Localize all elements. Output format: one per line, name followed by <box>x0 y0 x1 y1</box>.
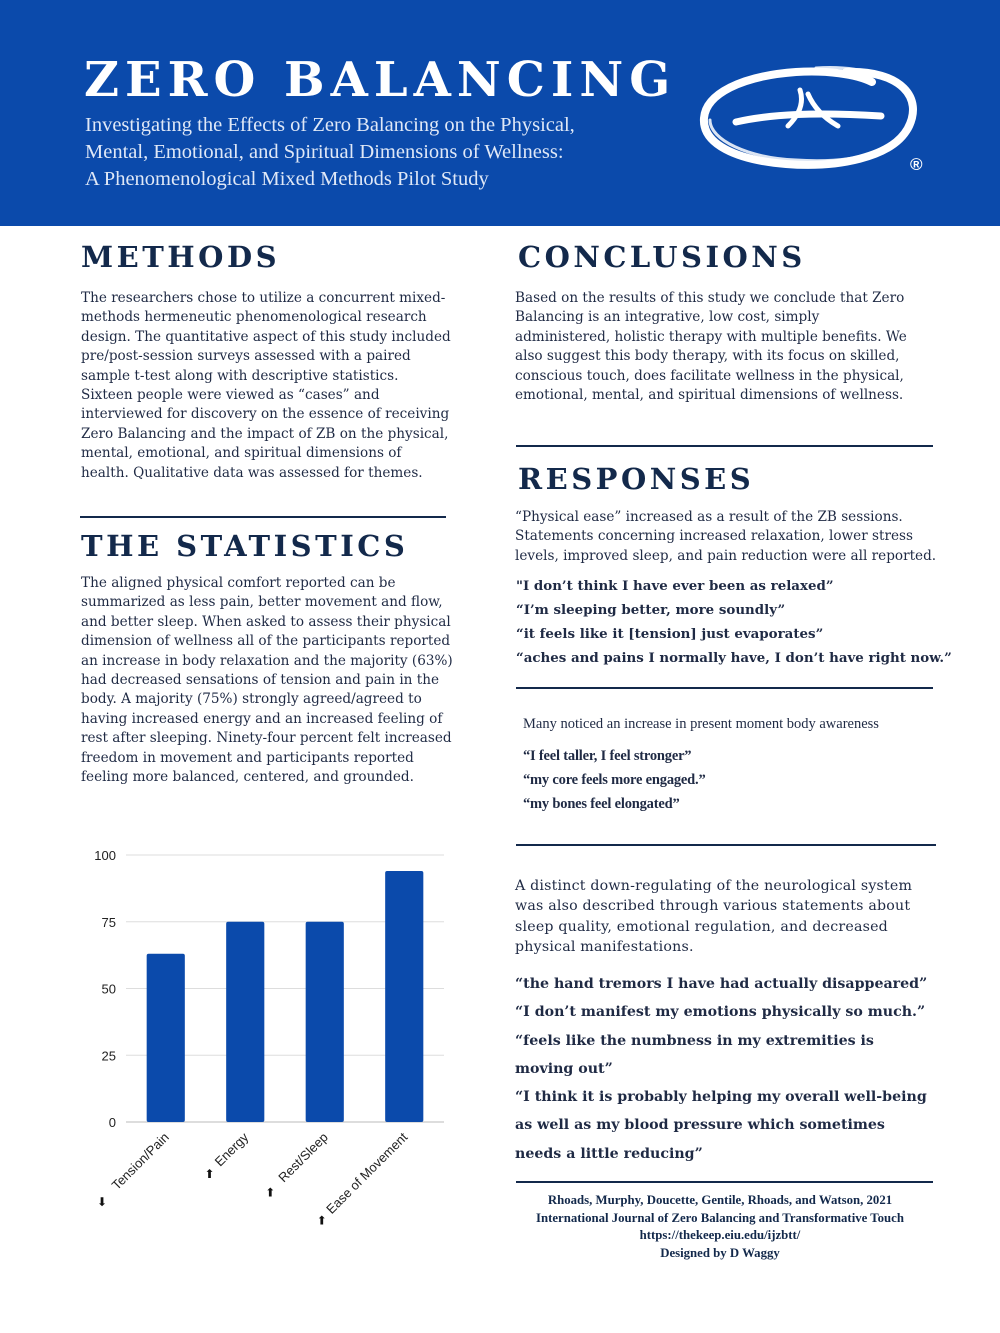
y-tick-label: 50 <box>101 981 116 997</box>
statistics-bar-chart <box>60 838 460 1238</box>
conclusions-heading: CONCLUSIONS <box>518 240 806 274</box>
divider <box>516 687 933 689</box>
brush-circle-icon <box>704 67 914 164</box>
divider <box>80 516 446 518</box>
y-tick-label: 100 <box>94 848 116 863</box>
quote: “aches and pains I normally have, I don’t have right now.” <box>516 650 952 666</box>
zero-balancing-logo <box>696 60 932 180</box>
methods-body: The researchers chose to utilize a concurrent mixed-methods hermeneutic phenomenological research design. The quantitative aspect of this study included pre/post-session surveys assessed with a paired sample t-test along with descriptive statistics. Sixteen people were viewed as “cases” and interviewed for discovery on the essence of receiving Zero Balancing and the impact of ZB on the physical, mental, emotional, and spiritual dimensions of health. Qualitative data was assessed for themes. <box>81 290 451 481</box>
methods-heading: METHODS <box>81 240 281 274</box>
citation-link[interactable]: https://thekeep.eiu.edu/ijzbtt/ <box>639 1228 801 1242</box>
awareness-quote-list <box>523 744 706 816</box>
bar-tension-pain <box>147 954 185 1122</box>
awareness-intro: Many noticed an increase in present moment body awareness <box>523 716 879 732</box>
quote: “I’m sleeping better, more soundly” <box>516 602 786 618</box>
x-tick-label: Rest/Sleep <box>275 1129 331 1186</box>
x-tick-label-group <box>89 1130 174 1215</box>
statistics-heading: THE STATISTICS <box>81 529 409 563</box>
citation-authors: Rhoads, Murphy, Doucette, Gentile, Rhoads, and Watson, 2021 <box>547 1193 893 1207</box>
x-tick-label: Ease of Movement <box>323 1129 411 1217</box>
relaxation-quote-list <box>516 574 952 670</box>
arrow-up-icon: ⬆ <box>204 1167 215 1182</box>
header-banner <box>0 0 1000 226</box>
neuro-quote-list <box>515 970 935 1168</box>
neuro-intro: A distinct down-regulating of the neurological system was also described through various statements about sleep quality, emotional regulation, and decreased physical manifestations. <box>515 878 913 955</box>
arrow-up-icon: ⬆ <box>265 1185 276 1200</box>
quote: “it feels like it [tension] just evaporates” <box>516 626 824 642</box>
statistics-body: The aligned physical comfort reported can be summarized as less pain, better movement and flow, and better sleep. When asked to assess their physical dimension of wellness all of the participants reported an increase in body relaxation and the majority (63%) had decreased sensations of tension and pain in the body. A majority (75%) strongly agreed/agreed to having increased energy and an increased feeling of rest after sleeping. Ninety-four percent felt increased freedom in movement and participants reported feeling more balanced, centered, and grounded. <box>81 575 453 786</box>
bar-ease-of-movement <box>385 871 423 1122</box>
page-title: ZERO BALANCING <box>84 52 677 108</box>
responses-intro: “Physical ease” increased as a result of the ZB sessions. Statements concerning increased relaxation, lower stress levels, improved sleep, and pain reduction were all reported. <box>515 509 937 564</box>
quote: “the hand tremors I have had actually disappeared” <box>515 976 928 992</box>
quote: “I feel taller, I feel stronger” <box>523 748 692 764</box>
y-tick-label: 0 <box>108 1115 116 1130</box>
subtitle-line: Mental, Emotional, and Spiritual Dimensions of Wellness: <box>85 141 564 163</box>
x-tick-label: Energy <box>211 1129 252 1170</box>
registered-mark: ® <box>910 155 923 174</box>
quote: “I don’t manifest my emotions physically so much.” <box>515 1004 926 1021</box>
arrow-down-icon: ⬇ <box>96 1195 108 1210</box>
citation-designer: Designed by D Waggy <box>660 1245 780 1260</box>
divider <box>516 445 933 447</box>
x-tick-label: Tension/Pain <box>108 1129 172 1193</box>
responses-heading: RESPONSES <box>518 462 755 496</box>
x-tick-label-group <box>197 1129 254 1186</box>
divider <box>516 1181 933 1183</box>
bar-rest-sleep <box>306 922 344 1122</box>
subtitle <box>85 112 665 193</box>
subtitle-line: Investigating the Effects of Zero Balancing on the Physical, <box>85 114 575 136</box>
subtitle-line: A Phenomenological Mixed Methods Pilot Study <box>85 168 489 190</box>
quote: “my core feels more engaged.” <box>523 772 706 788</box>
conclusions-body: Based on the results of this study we conclude that Zero Balancing is an integrative, low cost, simply administered, holistic therapy with multiple benefits. We also suggest this body therapy, with its focus on skilled, conscious touch, does facilitate wellness in the physical, emotional, mental, and spiritual dimensions of wellness. <box>515 290 907 404</box>
y-tick-label: 25 <box>101 1048 116 1064</box>
quote: "I don’t think I have ever been as relaxed” <box>516 578 834 594</box>
quote: “feels like the numbness in my extremities is moving out” <box>515 1032 874 1077</box>
quote: “I think it is probably helping my overall well-being as well as my blood pressure which sometimes needs a little reducing” <box>515 1089 927 1162</box>
divider <box>516 844 936 846</box>
x-tick-label-group <box>258 1130 333 1205</box>
quote: “my bones feel elongated” <box>523 796 680 812</box>
citation-journal: International Journal of Zero Balancing and Transformative Touch <box>536 1210 904 1225</box>
citation <box>516 1192 924 1262</box>
arrow-up-icon: ⬆ <box>316 1213 327 1228</box>
y-tick-label: 75 <box>101 914 116 930</box>
bar-energy <box>226 922 264 1122</box>
